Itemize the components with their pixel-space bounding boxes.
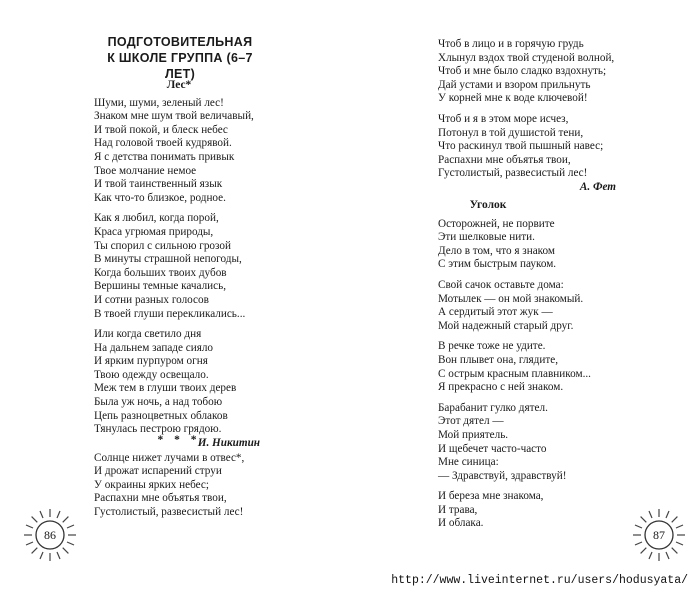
verse-line: Ты спорил с сильною грозой	[94, 239, 231, 252]
verse-line: В твоей глуши перекликались...	[94, 307, 246, 320]
stanza	[438, 38, 616, 106]
verse-line: И ярким пурпуром огня	[94, 355, 208, 368]
verse-line: И твой таинственный язык	[94, 178, 223, 191]
verse-line: Свой сачок оставьте дома:	[438, 278, 564, 291]
verse-line: Густолистый, развесистый лес!	[94, 505, 244, 518]
verse-line: Осторожней, не порвите	[438, 217, 555, 230]
poem-title-stars: * * *	[157, 434, 201, 446]
stanza	[438, 402, 591, 484]
verse-line: Барабанит гулко дятел.	[438, 401, 548, 414]
verse-line: Меж тем в глуши твоих дерев	[94, 382, 237, 395]
left-page	[0, 0, 350, 580]
right-page	[350, 0, 700, 580]
verse-line: И облака.	[438, 517, 484, 530]
verse-line: — Здравствуй, здравствуй!	[438, 469, 567, 482]
source-url: http://www.liveinternet.ru/users/hodusyata/	[391, 574, 688, 587]
verse-line: Как я любил, когда порой,	[94, 212, 219, 225]
verse-line: Чтоб и мне было сладко вздохнуть;	[438, 65, 607, 78]
verse-line: С острым красным плавником...	[438, 367, 591, 380]
verse-line: И щебечет часто-часто	[438, 442, 547, 455]
verse-line: Я с детства понимать привык	[94, 150, 235, 163]
heading-line-1: ПОДГОТОВИТЕЛЬНАЯ	[107, 35, 253, 49]
verse-line: И сотни разных голосов	[94, 293, 209, 306]
verse-line: Или когда светило дня	[94, 328, 202, 341]
stanza	[438, 279, 591, 333]
verse-line: Чтоб в лицо и в горячую грудь	[438, 38, 584, 50]
verse-line: Мой приятель.	[438, 428, 509, 441]
verse-line: Мне синица:	[438, 456, 499, 469]
verse-line: И трава,	[438, 503, 478, 516]
verse-line: Эти шелковые нити.	[438, 231, 535, 244]
verse-line: Над головой твоей кудрявой.	[94, 137, 232, 150]
verse-line: Мотылек — он мой знакомый.	[438, 292, 584, 305]
verse-line: Распахни мне объятья твои,	[94, 492, 227, 505]
stanza	[438, 113, 616, 181]
stanza	[438, 490, 591, 531]
stanza	[94, 452, 264, 520]
verse-line: Была уж ночь, а над тобою	[94, 396, 223, 409]
verse-line: Твое молчание немое	[94, 164, 197, 177]
verse-line: И дрожат испарений струи	[94, 465, 222, 478]
page-number-badge	[22, 507, 78, 563]
verse-line: Дело в том, что я знаком	[438, 244, 555, 257]
page-number: 86	[44, 528, 56, 542]
verse-line: И береза мне знакома,	[438, 490, 544, 503]
verse-line: А сердитый этот жук —	[438, 306, 553, 319]
poem-author: И. Никитин	[197, 436, 260, 449]
verse-line: В речке тоже не удите.	[438, 340, 546, 353]
stanza	[438, 218, 591, 272]
verse-line: Как что-то близкое, родное.	[94, 191, 226, 204]
poem-title: Уголок	[469, 199, 507, 211]
verse-line: Солнце нижет лучами в отвес*,	[94, 451, 245, 464]
verse-line: Дай устами и взором прильнуть	[438, 78, 591, 91]
verse-line: Вон плывет она, глядите,	[438, 353, 559, 366]
verse-line: Я прекрасно с ней знаком.	[438, 381, 564, 394]
verse-line: И твой покой, и блеск небес	[94, 123, 228, 136]
poem-title: Лес*	[166, 79, 192, 91]
stanza	[94, 328, 264, 437]
verse-line: У корней мне к воде ключевой!	[438, 92, 588, 105]
poem-author: А. Фет	[579, 180, 616, 193]
verse-line: Хлынул вздох твой студеной волной,	[438, 51, 615, 64]
page-number-badge	[631, 507, 687, 563]
poem-untitled	[94, 434, 264, 527]
verse-line: Вершины темные качались,	[94, 280, 227, 293]
page-number: 87	[653, 528, 665, 542]
poem-forest	[94, 79, 264, 450]
verse-line: Чтоб и я в этом море исчез,	[438, 112, 569, 125]
verse-line: Твою одежду освещало.	[94, 368, 209, 381]
verse-line: Когда больших твоих дубов	[94, 266, 227, 279]
stanza	[438, 340, 591, 394]
verse-line: В минуты страшной непогоды,	[94, 253, 242, 266]
verse-line: Распахни мне объятья твои,	[438, 153, 571, 166]
verse-line: Знаком мне шум твой величавый,	[94, 110, 254, 123]
verse-line: У окраины ярких небес;	[94, 478, 209, 491]
verse-line: На дальнем западе сияло	[94, 341, 214, 354]
verse-line: Потонул в той душистой тени,	[438, 126, 584, 139]
stanza	[94, 212, 264, 321]
stanza	[94, 97, 264, 206]
verse-line: Мой надежный старый друг.	[438, 319, 574, 332]
poem-corner	[438, 199, 591, 538]
heading-line-2: К ШКОЛЕ ГРУППА (6–7 ЛЕТ)	[107, 51, 253, 81]
verse-line: Шуми, шуми, зеленый лес!	[94, 96, 224, 109]
section-heading	[95, 34, 265, 82]
verse-line: С этим быстрым пауком.	[438, 258, 557, 271]
verse-line: Этот дятел —	[438, 415, 504, 428]
verse-line: Что раскинул твой пышный навес;	[438, 140, 604, 153]
poem-forest-continued	[438, 38, 616, 195]
verse-line: Краса угрюмая природы,	[94, 225, 214, 238]
verse-line: Цепь разноцветных облаков	[94, 409, 228, 422]
verse-line: Густолистый, развесистый лес!	[438, 167, 588, 180]
verse-line: Тянулась пестрою грядою.	[94, 423, 222, 436]
